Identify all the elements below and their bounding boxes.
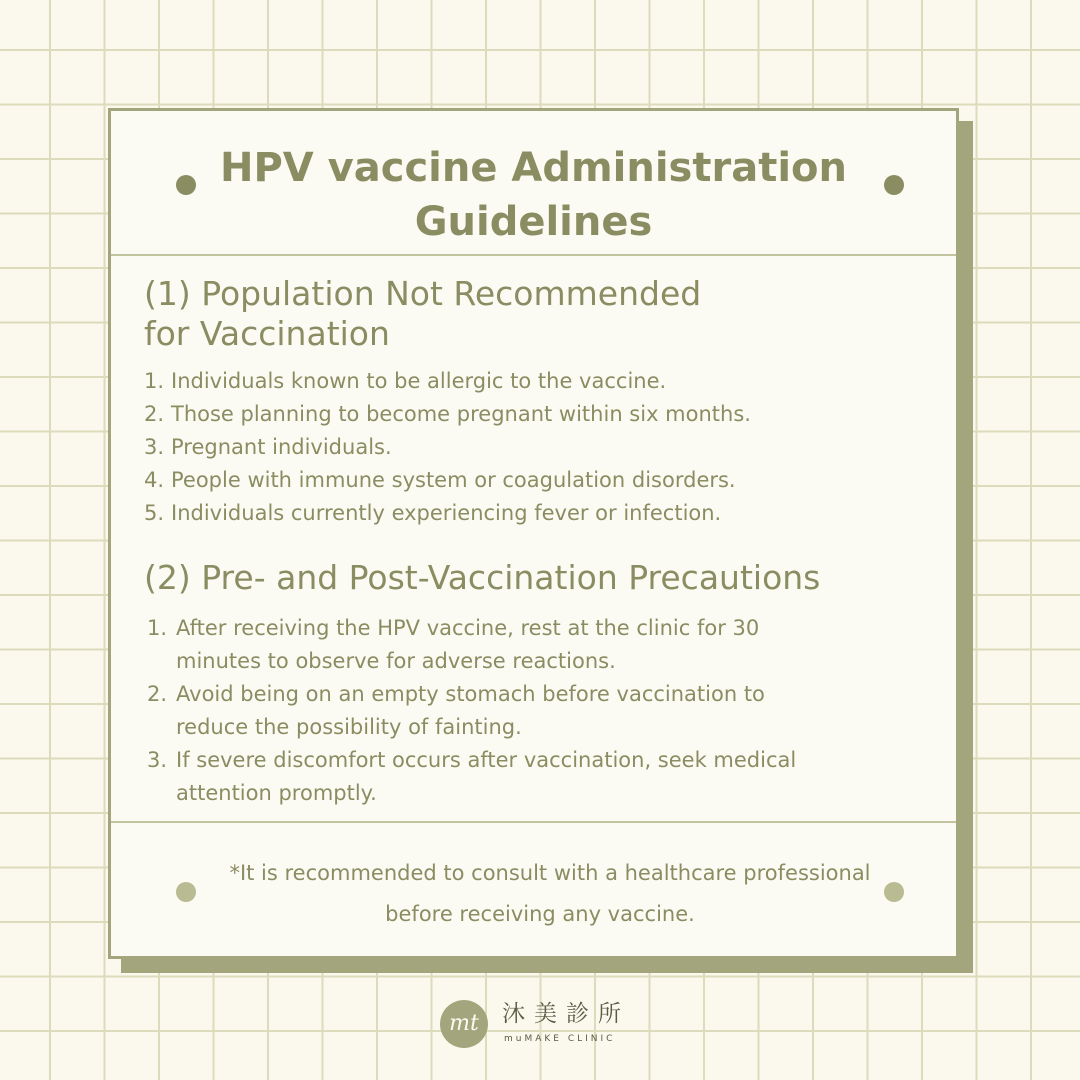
list-item-number: 3. — [147, 748, 168, 772]
list-item-text: Those planning to become pregnant within six months. — [171, 402, 751, 426]
title-line-2: Guidelines — [414, 199, 653, 245]
footnote-line-1: *It is recommended to consult with a healthcare professional — [229, 861, 871, 885]
list-item-text: Pregnant individuals. — [171, 435, 392, 459]
list-item — [144, 678, 804, 744]
list-item-number: 1. — [147, 616, 168, 640]
list-item — [144, 431, 904, 464]
divider — [111, 821, 956, 823]
list-item-number: 1. — [144, 369, 165, 393]
clinic-logo — [440, 998, 640, 1052]
page-title — [111, 141, 956, 249]
list-item — [144, 398, 904, 431]
list-item — [144, 744, 804, 810]
section-2-list — [144, 612, 804, 810]
list-item-number: 2. — [144, 402, 165, 426]
section-1-list — [144, 365, 904, 530]
section-1-heading-line-2: for Vaccination — [144, 314, 390, 353]
list-item-number: 3. — [144, 435, 165, 459]
guidelines-card — [108, 108, 959, 959]
logo-badge-icon: mt — [440, 1000, 488, 1048]
section-2-heading: (2) Pre- and Post-Vaccination Precautions — [144, 558, 821, 597]
list-item-number: 5. — [144, 501, 165, 525]
list-item — [144, 365, 904, 398]
section-1-heading — [144, 274, 864, 354]
divider — [111, 254, 956, 256]
section-1-heading-line-1: (1) Population Not Recommended — [144, 274, 702, 313]
list-item-text: People with immune system or coagulation disorders. — [171, 468, 736, 492]
list-item-number: 4. — [144, 468, 165, 492]
list-item-text: After receiving the HPV vaccine, rest at the clinic for 30 minutes to observe for adverse reactions. — [176, 616, 760, 673]
list-item — [144, 612, 804, 678]
list-item — [144, 464, 904, 497]
list-item-text: Individuals currently experiencing fever or infection. — [171, 501, 722, 525]
list-item-text: Avoid being on an empty stomach before vaccination to reduce the possibility of fainting. — [176, 682, 765, 739]
list-item-text: If severe discomfort occurs after vaccination, seek medical attention promptly. — [176, 748, 797, 805]
list-item-text: Individuals known to be allergic to the vaccine. — [171, 369, 667, 393]
footnote-line-2: before receiving any vaccine. — [385, 902, 695, 926]
footnote — [170, 853, 910, 935]
logo-name-chinese: 沐美診所 — [502, 1001, 630, 1027]
logo-name-english: muMAKE CLINIC — [504, 1034, 616, 1044]
list-item-number: 2. — [147, 682, 168, 706]
list-item — [144, 497, 904, 530]
title-line-1: HPV vaccine Administration — [219, 145, 847, 191]
